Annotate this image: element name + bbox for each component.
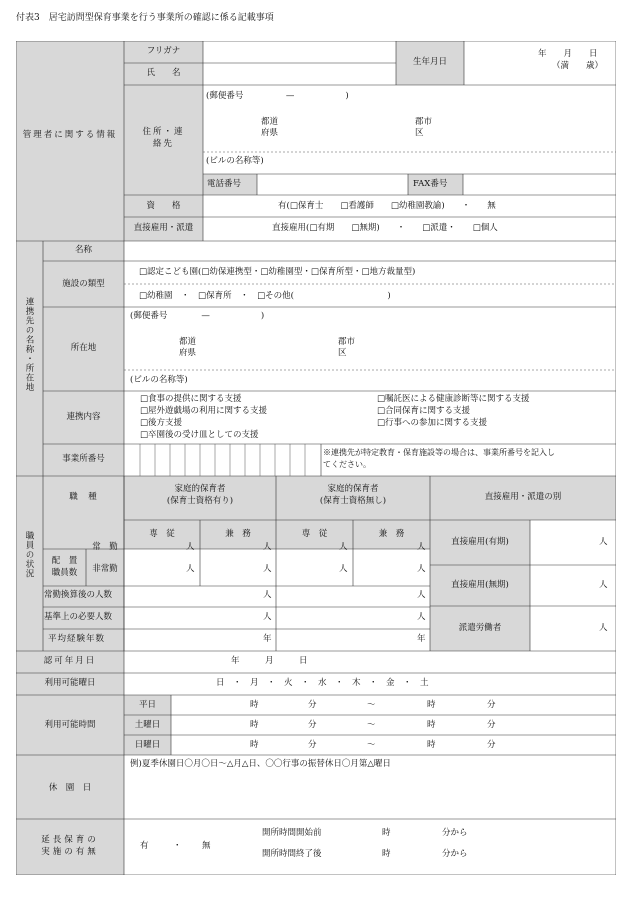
- partner-name-label: 名称: [74, 245, 92, 255]
- sunday-tilde: 〜: [367, 740, 376, 750]
- saturday-tilde: 〜: [367, 720, 376, 730]
- cooperation-item-2: □屋外遊戯場の利用に関する支援: [140, 406, 268, 416]
- nonregular-label: 非常勤: [92, 564, 118, 574]
- direct-fixed-term-label: 直接雇用(有期): [451, 537, 509, 547]
- header-unqualified-2: (保育士資格無し): [319, 496, 387, 506]
- manager-city2: 区: [415, 128, 424, 138]
- unit-nonregular-4: 人: [417, 564, 426, 574]
- saturday-min-1: 分: [308, 720, 317, 730]
- unit-years-2: 年: [417, 634, 426, 644]
- average-years-label: 平均経験年数: [48, 634, 106, 644]
- part-time-1: 兼 務: [225, 529, 251, 539]
- holiday-label: 休 園 日: [48, 783, 92, 793]
- cooperation-item-5: □嘱託医による健康診断等に関する支援: [377, 394, 530, 404]
- weekday-min-2: 分: [487, 700, 496, 710]
- saturday-hour-2: 時: [427, 720, 436, 730]
- extended-yes: 有: [140, 841, 149, 851]
- office-number-note-2: てください。: [323, 460, 371, 469]
- unit-regular-1: 人: [186, 542, 195, 552]
- cooperation-label: 連携内容: [66, 412, 101, 422]
- sunday-min-1: 分: [308, 740, 317, 750]
- partner-city1: 郡市: [338, 337, 356, 347]
- weekday-hour-1: 時: [250, 700, 259, 710]
- office-number-note-1: ※連携先が特定教育・保育施設等の場合は、事業所番号を記入し: [323, 448, 555, 457]
- manager-pref1: 都道: [261, 117, 279, 127]
- unit-dispatch: 人: [599, 623, 608, 633]
- available-days-value: 日 ・ 月 ・ 火 ・ 水 ・ 木 ・ 金 ・ 土: [216, 678, 429, 688]
- full-time-1: 専 従: [149, 529, 175, 539]
- cooperation-item-1: □食事の提供に関する支援: [140, 394, 242, 404]
- sunday-hour-1: 時: [250, 740, 259, 750]
- partner-section-label: 連携先の名称・所在地: [24, 297, 34, 392]
- header-qualified-1: 家庭的保育者: [174, 484, 226, 494]
- employment-value: 直接雇用(□有期 □無期) ・ □派遣・ □個人: [272, 223, 498, 233]
- weekday-min-1: 分: [308, 700, 317, 710]
- after-hour: 時: [382, 849, 391, 859]
- facility-type-2: □幼稚園 ・ □保育所 ・ □その他( ): [139, 291, 391, 301]
- cooperation-item-3: □後方支援: [140, 418, 183, 428]
- approval-date-label: 認可年月日: [43, 656, 97, 666]
- fax-label: FAX番号: [413, 179, 448, 189]
- unit-required-2: 人: [417, 612, 426, 622]
- job-type-label: 職 種: [69, 492, 98, 502]
- office-number-label: 事業所番号: [62, 454, 105, 464]
- unit-nonregular-1: 人: [186, 564, 195, 574]
- allocation-label-1: 配 置: [51, 556, 78, 566]
- saturday-hour-1: 時: [250, 720, 259, 730]
- sunday-min-2: 分: [487, 740, 496, 750]
- before-from: 分から: [442, 828, 468, 838]
- cooperation-item-4: □卒園後の受け皿としての支援: [140, 430, 259, 440]
- converted-count-label: 常勤換算後の人数: [44, 590, 113, 600]
- furigana-label: フリガナ: [146, 46, 181, 56]
- partner-location-label: 所在地: [70, 343, 97, 353]
- employment-label: 直接雇用・派遣: [133, 223, 194, 233]
- holiday-example: 例)夏季休園日〇月〇日～△月△日、〇〇行事の振替休日〇月第△曜日: [130, 759, 391, 769]
- unit-nonregular-2: 人: [263, 564, 272, 574]
- header-employment-type: 直接雇用・派遣の別: [484, 492, 562, 502]
- manager-building: (ビルの名称等): [206, 156, 264, 166]
- unit-years-1: 年: [263, 634, 272, 644]
- sunday-hour-2: 時: [427, 740, 436, 750]
- unit-regular-4: 人: [417, 542, 426, 552]
- extended-care-label-2: 実施の有無: [41, 847, 99, 857]
- cooperation-item-6: □合同保育に関する支援: [377, 406, 471, 416]
- qualification-label: 資 格: [146, 201, 181, 211]
- saturday-label: 土曜日: [134, 720, 161, 730]
- available-hours-label: 利用可能時間: [44, 720, 96, 730]
- name-label: 氏 名: [146, 68, 181, 78]
- regular-label: 常 勤: [92, 542, 118, 552]
- extended-no: 無: [202, 841, 211, 851]
- unit-required-1: 人: [263, 612, 272, 622]
- approval-date-value: 年 月 日: [231, 656, 308, 666]
- dispatch-worker-label: 派遣労働者: [458, 623, 502, 633]
- partner-building: (ビルの名称等): [130, 375, 188, 385]
- facility-type-label: 施設の類型: [62, 279, 105, 289]
- weekday-hour-2: 時: [427, 700, 436, 710]
- birth-age: （満 歳）: [552, 61, 604, 71]
- direct-indefinite-label: 直接雇用(無期): [451, 580, 509, 590]
- unit-nonregular-3: 人: [339, 564, 348, 574]
- unit-regular-3: 人: [339, 542, 348, 552]
- full-time-2: 専 従: [301, 529, 328, 539]
- extended-care-label-1: 延長保育の: [41, 835, 99, 845]
- partner-pref2: 府県: [179, 348, 197, 358]
- sunday-label: 日曜日: [134, 740, 161, 750]
- header-unqualified-1: 家庭的保育者: [327, 484, 379, 494]
- part-time-2: 兼 務: [378, 529, 405, 539]
- address-label: 住所・連絡先: [142, 127, 185, 149]
- after-closing-label: 開所時間終了後: [262, 849, 322, 859]
- unit-converted-2: 人: [417, 590, 426, 600]
- partner-postal: (郵便番号 — ): [130, 311, 265, 321]
- manager-section-label: 管理者に関する情報: [22, 130, 118, 140]
- unit-converted-1: 人: [263, 590, 272, 600]
- weekday-label: 平日: [138, 700, 156, 710]
- manager-pref2: 府県: [261, 128, 279, 138]
- manager-postal: (郵便番号 — ): [206, 91, 349, 101]
- weekday-tilde: 〜: [367, 700, 376, 710]
- unit-direct-indefinite: 人: [599, 580, 608, 590]
- required-count-label: 基準上の必要人数: [44, 612, 113, 622]
- tel-label: 電話番号: [207, 179, 242, 189]
- qualification-value: 有(□保育士 □看護師 □幼稚園教諭) ・ 無: [278, 201, 496, 211]
- available-days-label: 利用可能曜日: [44, 678, 96, 688]
- partner-pref1: 都道: [179, 337, 197, 347]
- extended-separator: ・: [173, 841, 182, 851]
- header-qualified-2: (保育士資格有り): [166, 496, 234, 506]
- document-title: 付表3 居宅訪問型保育事業を行う事業所の確認に係る記載事項: [16, 13, 274, 23]
- saturday-min-2: 分: [487, 720, 496, 730]
- unit-regular-2: 人: [263, 542, 272, 552]
- cooperation-item-7: □行事への参加に関する支援: [377, 418, 488, 428]
- unit-direct-fixed: 人: [599, 537, 608, 547]
- allocation-label-2: 職員数: [51, 568, 78, 578]
- after-from: 分から: [442, 849, 468, 859]
- manager-city1: 郡市: [415, 117, 433, 127]
- birth-date: 年 月 日: [538, 49, 598, 59]
- before-hour: 時: [382, 828, 391, 838]
- staff-section-label: 職員の状況: [24, 531, 34, 579]
- before-opening-label: 開所時間開始前: [262, 828, 322, 838]
- birth-label: 生年月日: [412, 57, 447, 67]
- partner-city2: 区: [338, 348, 347, 358]
- form-sheet: [16, 41, 616, 875]
- facility-type-1: □認定こども園(□幼保連携型・□幼稚園型・□保育所型・□地方裁量型): [139, 267, 416, 277]
